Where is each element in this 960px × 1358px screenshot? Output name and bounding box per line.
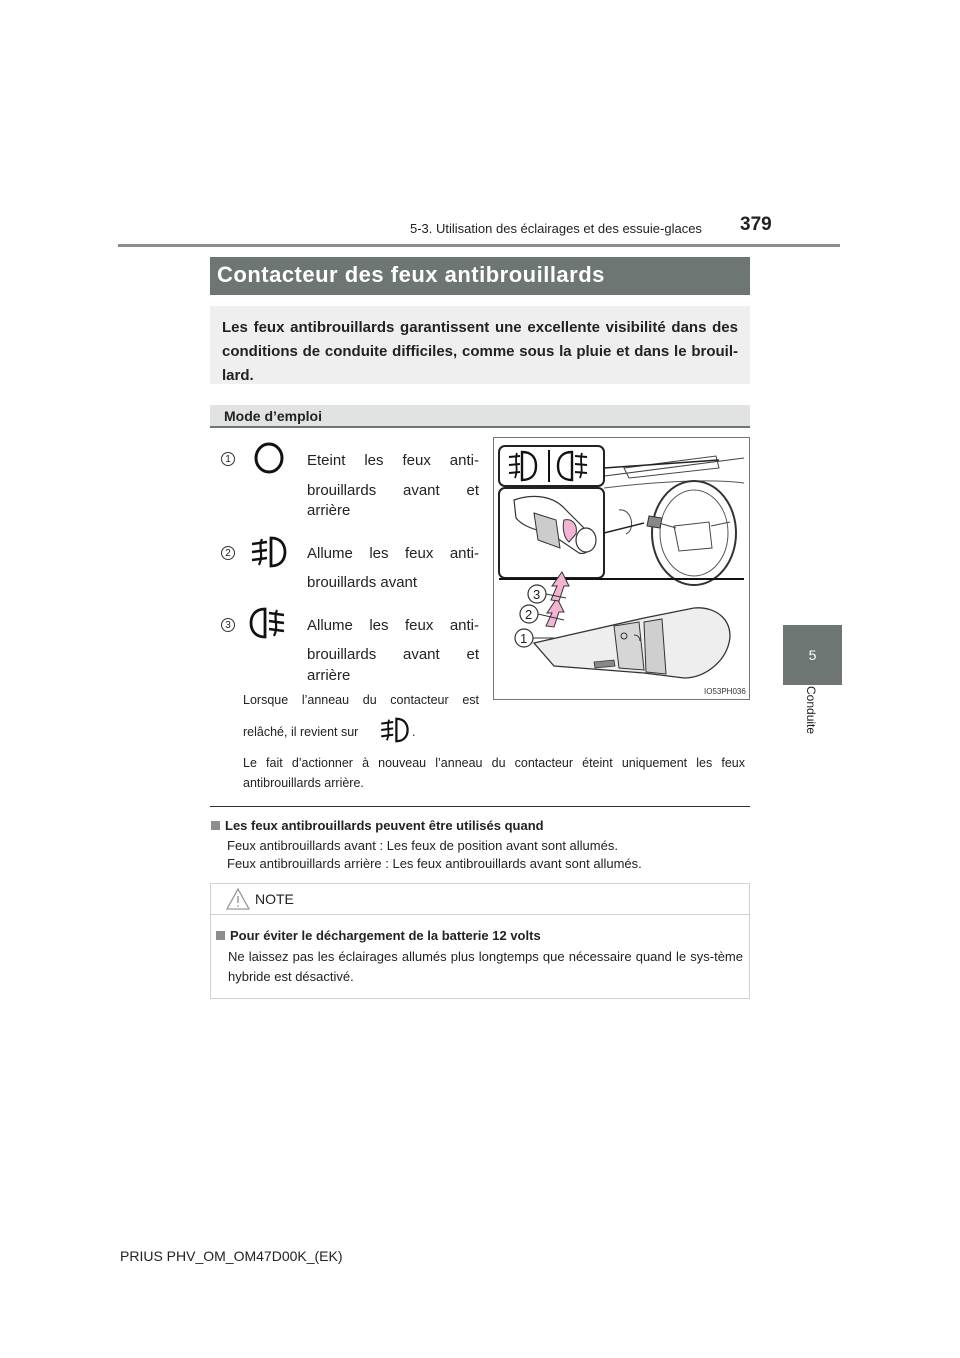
chapter-tab [783,625,842,685]
note-body: Ne laissez pas les éclairages allumés plus longtemps que nécessaire quand le sys-tème hybride est désactivé. [228,949,743,984]
chapter-label: Conduite [804,686,818,735]
footer-code: PRIUS PHV_OM_OM47D00K_(EK) [120,1248,343,1264]
release-note-line-1: Lorsque l’anneau du contacteur est [243,693,479,707]
item-number-2: 2 [221,546,235,560]
section-title: Contacteur des feux antibrouillards [210,257,750,295]
fog-switch-illustration [493,437,750,700]
running-header-section: 5-3. Utilisation des éclairages et des essuie-glaces [410,221,702,236]
callout-1: 1 [520,631,528,646]
item-number-3: 3 [221,618,235,632]
item-2-line-2: brouillards avant [307,574,418,591]
note-header [211,884,749,915]
chapter-number: 5 [808,647,817,663]
front-fog-light-icon-small [378,716,410,744]
release-note-end: . [412,725,416,739]
callout-3: 3 [533,587,541,602]
rear-note-line-2: antibrouillards arrière. [243,776,364,790]
intro-text: Les feux antibrouillards garantissent une excellente visibilité dans des conditions de conduite difficiles, comme sous la pluie et dans le brouil-lard. [210,306,750,384]
note-title: NOTE [255,891,294,907]
front-fog-light-icon [248,535,288,569]
warning-triangle-icon [225,887,251,911]
note-box [210,883,750,999]
item-1-line-2: brouillards avant et [307,482,479,499]
rear-note-line-1: Le fait d’actionner à nouveau l’anneau du contacteur éteint uniquement les feux [243,756,745,770]
rear-fog-light-icon [248,606,288,640]
page-number: 379 [740,214,772,235]
item-3-line-2: brouillards avant et [307,646,479,663]
square-bullet-icon [211,821,220,830]
square-bullet-icon [216,931,225,940]
figure-code: IO53PH036 [704,687,746,696]
item-3-line-3: arrière [307,667,351,684]
item-1-line-3: arrière [307,502,351,519]
section-separator [210,806,750,807]
item-3-line-1: Allume les feux anti- [307,617,479,634]
condition-front: Feux antibrouillards avant : Les feux de position avant sont allumés. [227,838,618,853]
conditions-heading-text: Les feux antibrouillards peuvent être utilisés quand [225,818,544,833]
release-note-line-2: relâché, il revient sur [243,725,359,739]
note-subheading-text: Pour éviter le déchargement de la batterie 12 volts [230,928,541,943]
item-1-line-1: Eteint les feux anti- [307,452,479,469]
condition-rear: Feux antibrouillards arrière : Les feux antibrouillards avant sont allumés. [227,856,642,871]
subheading-mode: Mode d’emploi [210,405,750,428]
header-rule [118,244,840,247]
item-2-line-1: Allume les feux anti- [307,545,479,562]
fog-off-icon [254,442,284,474]
item-number-1: 1 [221,452,235,466]
callout-2: 2 [525,607,533,622]
conditions-heading [211,818,544,833]
note-subheading [216,928,541,943]
